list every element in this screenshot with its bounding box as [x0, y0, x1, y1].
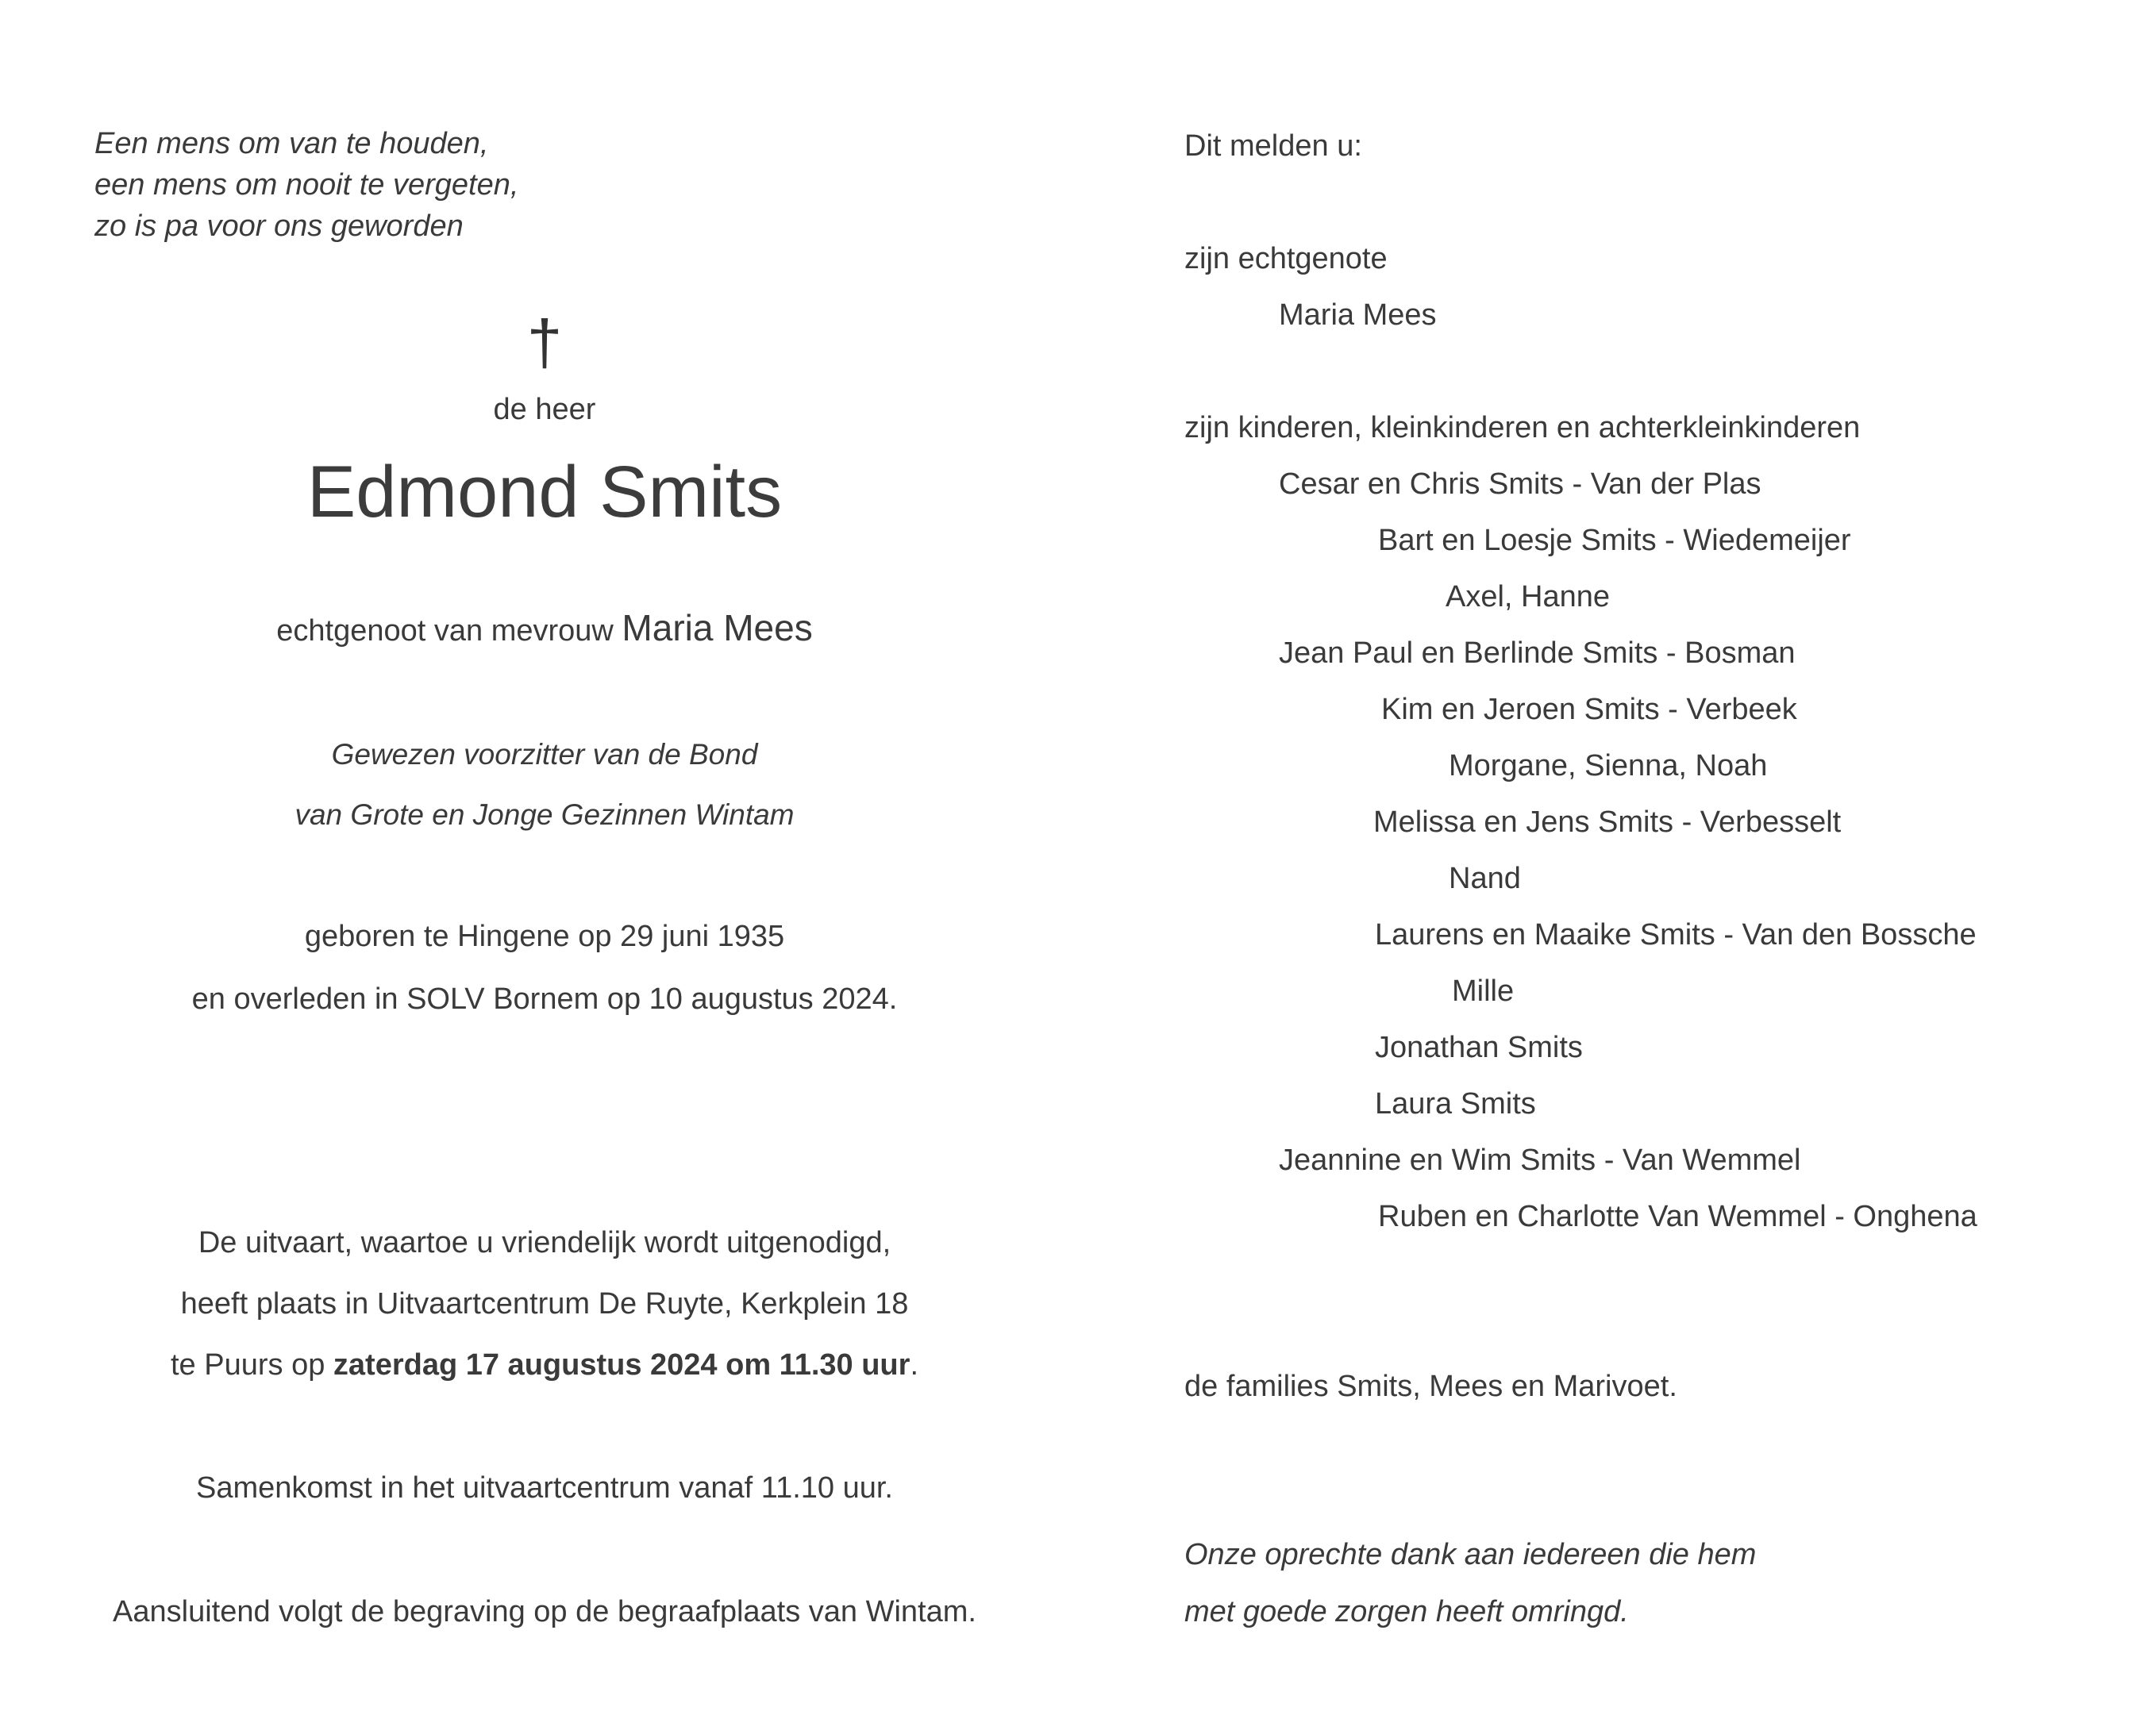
- families-line: de families Smits, Mees en Marivoet.: [1184, 1370, 1677, 1403]
- family-entry: Jean Paul en Berlinde Smits - Bosman: [1279, 636, 1796, 670]
- honorific: de heer: [493, 393, 596, 426]
- funeral-line-1: De uitvaart, waartoe u vriendelijk wordt uitgenodigd,: [198, 1226, 891, 1259]
- death-line: en overleden in SOLV Bornem op 10 augustus 2024.: [191, 982, 898, 1016]
- spouse-line: [0, 609, 1089, 646]
- family-entry: Jonathan Smits: [1375, 1031, 1583, 1064]
- spouse-entry: Maria Mees: [1279, 298, 1437, 332]
- spouse-prefix: echtgenoot van mevrouw: [276, 614, 614, 648]
- thanks-line-1: Onze oprechte dank aan iedereen die hem: [1184, 1538, 1757, 1571]
- cross-icon: †: [526, 307, 563, 378]
- funeral-date-prefix: te Puurs op: [171, 1348, 333, 1382]
- birth-line: geboren te Hingene op 29 juni 1935: [304, 920, 785, 953]
- family-entry: Mille: [1452, 975, 1515, 1008]
- funeral-line-2: heeft plaats in Uitvaartcentrum De Ruyte, Kerkplein 18: [180, 1287, 909, 1321]
- family-entry: Axel, Hanne: [1446, 580, 1611, 613]
- poem-line-2: een mens om nooit te vergeten,: [94, 168, 519, 202]
- children-heading: zijn kinderen, kleinkinderen en achterkleinkinderen: [1184, 411, 1861, 444]
- poem-line-3: zo is pa voor ons geworden: [94, 210, 464, 243]
- family-entry: Laura Smits: [1375, 1087, 1536, 1121]
- gathering-line: Samenkomst in het uitvaartcentrum vanaf 11.10 uur.: [196, 1471, 893, 1505]
- role-line-1: Gewezen voorzitter van de Bond: [331, 738, 758, 771]
- funeral-date-suffix: .: [910, 1348, 918, 1382]
- family-entry: Bart en Loesje Smits - Wiedemeijer: [1378, 524, 1851, 557]
- family-entry: Laurens en Maaike Smits - Van den Bossche: [1375, 918, 1977, 952]
- family-entry: Ruben en Charlotte Van Wemmel - Onghena: [1378, 1200, 1977, 1233]
- spouse-heading: zijn echtgenote: [1184, 242, 1388, 275]
- family-entry: Nand: [1449, 862, 1521, 895]
- burial-line: Aansluitend volgt de begraving op de begraafplaats van Wintam.: [113, 1595, 976, 1628]
- role-line-2: van Grote en Jonge Gezinnen Wintam: [295, 798, 795, 831]
- family-entry: Morgane, Sienna, Noah: [1449, 749, 1768, 782]
- family-entry: Cesar en Chris Smits - Van der Plas: [1279, 467, 1761, 501]
- funeral-line-3: [0, 1350, 1089, 1380]
- family-entry: Jeannine en Wim Smits - Van Wemmel: [1279, 1144, 1801, 1177]
- intro-line: Dit melden u:: [1184, 129, 1362, 163]
- poem-line-1: Een mens om van te houden,: [94, 127, 489, 160]
- funeral-date: zaterdag 17 augustus 2024 om 11.30 uur: [333, 1348, 911, 1382]
- spouse-name: Maria Mees: [622, 607, 813, 648]
- family-entry: Melissa en Jens Smits - Verbesselt: [1373, 805, 1842, 839]
- thanks-line-2: met goede zorgen heeft omringd.: [1184, 1595, 1629, 1628]
- deceased-name: Edmond Smits: [306, 452, 783, 533]
- family-entry: Kim en Jeroen Smits - Verbeek: [1381, 693, 1797, 726]
